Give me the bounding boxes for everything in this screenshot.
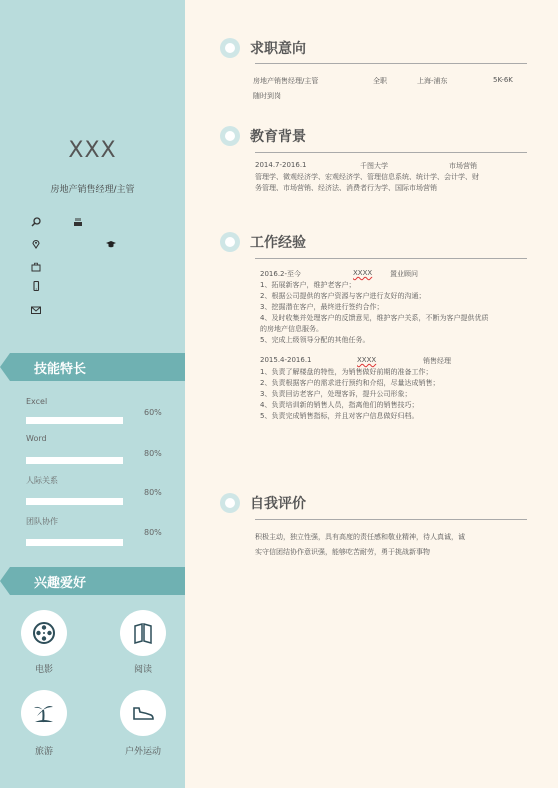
job-role: 销售经理 bbox=[423, 357, 451, 365]
profile-name: XXX bbox=[68, 138, 117, 163]
job-duty: 5、负责完成销售指标，并且对客户信息做好归档。 bbox=[260, 412, 419, 420]
job-duty: 的房地产信息服务。 bbox=[260, 325, 323, 333]
skill-name: 人际关系 bbox=[26, 476, 58, 485]
profile-title: 房地产销售经理/主管 bbox=[50, 185, 135, 195]
briefcase-icon bbox=[31, 262, 41, 272]
section-title-education: 教育背景 bbox=[250, 129, 306, 145]
section-title-self-eval: 自我评价 bbox=[250, 496, 306, 512]
skill-bar-fill bbox=[26, 417, 84, 424]
skill-bar bbox=[26, 498, 123, 505]
graduation-cap-icon bbox=[106, 239, 116, 249]
job-company: XXXX bbox=[357, 356, 377, 364]
mail-icon bbox=[31, 305, 41, 315]
sidebar bbox=[0, 0, 185, 788]
job-role: 置业顾问 bbox=[390, 270, 418, 278]
education-period: 2014.7-2016.1 bbox=[255, 161, 307, 169]
job-duty: 1、拓展新客户，维护老客户； bbox=[260, 281, 356, 289]
job-duty: 2、根据公司提供的客户资源与客户进行友好的沟通； bbox=[260, 292, 426, 300]
objective-availability: 随时到岗 bbox=[253, 92, 281, 100]
skill-bar-fill bbox=[26, 539, 104, 546]
skill-bar-fill bbox=[26, 498, 104, 505]
skill-percent: 80% bbox=[144, 449, 162, 458]
skill-percent: 80% bbox=[144, 488, 162, 497]
shoe-icon bbox=[120, 690, 166, 736]
skill-bar bbox=[26, 417, 123, 424]
job-duty: 3、负责回访老客户，处理客诉，提升公司形象； bbox=[260, 390, 412, 398]
section-title-objective: 求职意向 bbox=[250, 41, 306, 57]
self-eval-text: 实守信团结协作意识强，能够吃苦耐劳，勇于挑战新事物 bbox=[255, 548, 430, 556]
job-duty: 2、负责根据客户的需求进行预约和介绍，尽量达成销售； bbox=[260, 379, 440, 387]
phone-icon bbox=[31, 281, 41, 291]
skill-bar bbox=[26, 457, 123, 464]
hobbies-ribbon bbox=[10, 567, 195, 595]
film-reel-icon bbox=[21, 610, 67, 656]
location-icon bbox=[31, 239, 41, 249]
skills-ribbon bbox=[10, 353, 195, 381]
skill-bar bbox=[26, 539, 123, 546]
job-period: 2016.2-至今 bbox=[260, 270, 302, 278]
briefcase-section-icon bbox=[220, 232, 240, 252]
section-divider bbox=[255, 519, 527, 520]
education-courses: 管理学、微观经济学、宏观经济学、管理信息系统、统计学、会计学、财 bbox=[255, 173, 479, 181]
section-divider bbox=[255, 258, 527, 259]
objective-position: 房地产销售经理/主管 bbox=[253, 77, 319, 85]
education-school: 千图大学 bbox=[360, 162, 388, 170]
hobby-label-outdoor: 户外运动 bbox=[124, 747, 161, 757]
main-content bbox=[185, 0, 558, 788]
skills-heading: 技能特长 bbox=[34, 362, 87, 377]
section-title-experience: 工作经验 bbox=[250, 235, 306, 251]
target-icon bbox=[220, 38, 240, 58]
palm-tree-icon bbox=[21, 690, 67, 736]
chat-bubble-icon bbox=[220, 493, 240, 513]
self-eval-text: 积极主动，独立性强，具有高度的责任感和敬业精神，待人真诚，诚 bbox=[255, 533, 465, 541]
section-divider bbox=[255, 63, 527, 64]
mortarboard-icon bbox=[220, 126, 240, 146]
hobby-label-travel: 旅游 bbox=[34, 747, 53, 757]
job-duty: 4、及时收集并处理客户的反馈意见，维护客户关系，不断为客户提供优质 bbox=[260, 314, 489, 322]
job-duty: 3、挖掘潜在客户，最终进行签约合作； bbox=[260, 303, 384, 311]
job-company: XXXX bbox=[353, 269, 373, 277]
book-icon bbox=[120, 610, 166, 656]
job-duty: 1、负责了解楼盘的特性，为销售做好前期的准备工作； bbox=[260, 368, 433, 376]
education-major: 市场营销 bbox=[449, 162, 477, 170]
objective-type: 全职 bbox=[373, 77, 387, 85]
search-icon bbox=[31, 217, 41, 227]
birthday-cake-icon bbox=[73, 217, 83, 227]
skill-name: Word bbox=[26, 434, 47, 443]
job-duty: 5、完成上级领导分配的其他任务。 bbox=[260, 336, 370, 344]
job-period: 2015.4-2016.1 bbox=[260, 356, 312, 364]
skill-name: 团队协作 bbox=[26, 517, 58, 526]
education-courses: 务管理、市场营销、经济法、消费者行为学、国际市场营销 bbox=[255, 184, 437, 192]
job-duty: 4、负责培训新的销售人员，指离他们的销售技巧； bbox=[260, 401, 419, 409]
skill-percent: 60% bbox=[144, 408, 162, 417]
skill-percent: 80% bbox=[144, 528, 162, 537]
section-divider bbox=[255, 152, 527, 153]
skill-name: Excel bbox=[26, 397, 48, 406]
hobby-label-movie: 电影 bbox=[34, 665, 53, 675]
objective-salary: 5K-6K bbox=[493, 76, 513, 84]
hobbies-heading: 兴趣爱好 bbox=[34, 576, 87, 591]
skill-bar-fill bbox=[26, 457, 104, 464]
objective-location: 上海-浦东 bbox=[417, 77, 448, 85]
hobby-label-reading: 阅读 bbox=[133, 665, 152, 675]
